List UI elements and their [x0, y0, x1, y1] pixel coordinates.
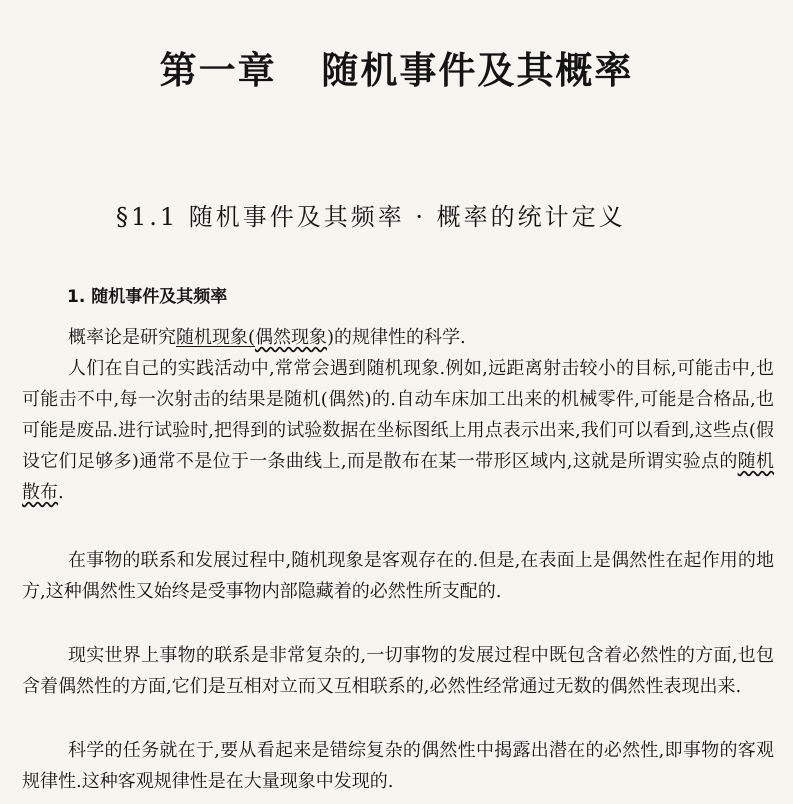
term-accidental-phenomenon: 偶然现象 — [255, 327, 328, 348]
term-random-phenomenon: 随机现象 — [176, 327, 248, 348]
paragraph-2-text-after: . — [58, 482, 64, 503]
paragraph-2-text-before: 人们在自己的实践活动中,常常会遇到随机现象.例如,远距离射击较小的目标,可能击中,也可能击不中,每一次射击的结果是随机(偶然)的.自动车床加工出来的机械零件,可能是合格品,也可能是废品.进行试验时,把得到的试验数据在坐标图纸上用点表示出来,我们可以看到,这些点(假设它们足够多)通常不是位于一条曲线上,而是散布在某一带形区域内,这就是所谓实验点的 — [22, 358, 774, 472]
paragraph-5: 科学的任务就在于,要从看起来是错综复杂的偶然性中揭露出潜在的必然性,即事物的客观规律性.这种客观规律性是在大量现象中发现的. — [22, 740, 774, 792]
paren-open: ( — [248, 327, 256, 348]
section-title: §1.1 随机事件及其频率 · 概率的统计定义 — [116, 203, 626, 231]
paragraph-1-text-after: )的规律性的科学. — [327, 327, 466, 348]
paragraph-2 — [22, 353, 774, 508]
chapter-title: 第一章 随机事件及其概率 — [159, 49, 634, 92]
paragraph-4: 现实世界上事物的联系是非常复杂的,一切事物的发展过程中既包含着必然性的方面,也包含着偶然性的方面,它们是互相对立而又互相联系的,必然性经常通过无数的偶然性表现出来. — [22, 645, 774, 697]
paragraph-3: 在事物的联系和发展过程中,随机现象是客观存在的.但是,在表面上是偶然性在起作用的地方,这种偶然性又始终是受事物内部隐藏着的必然性所支配的. — [22, 550, 774, 602]
term-random-scatter: 随机散布 — [22, 451, 774, 503]
subsection-title: 1. 随机事件及其频率 — [67, 287, 228, 307]
paragraph-1-text-before: 概率论是研究 — [68, 327, 176, 348]
paragraph-1 — [22, 322, 774, 353]
